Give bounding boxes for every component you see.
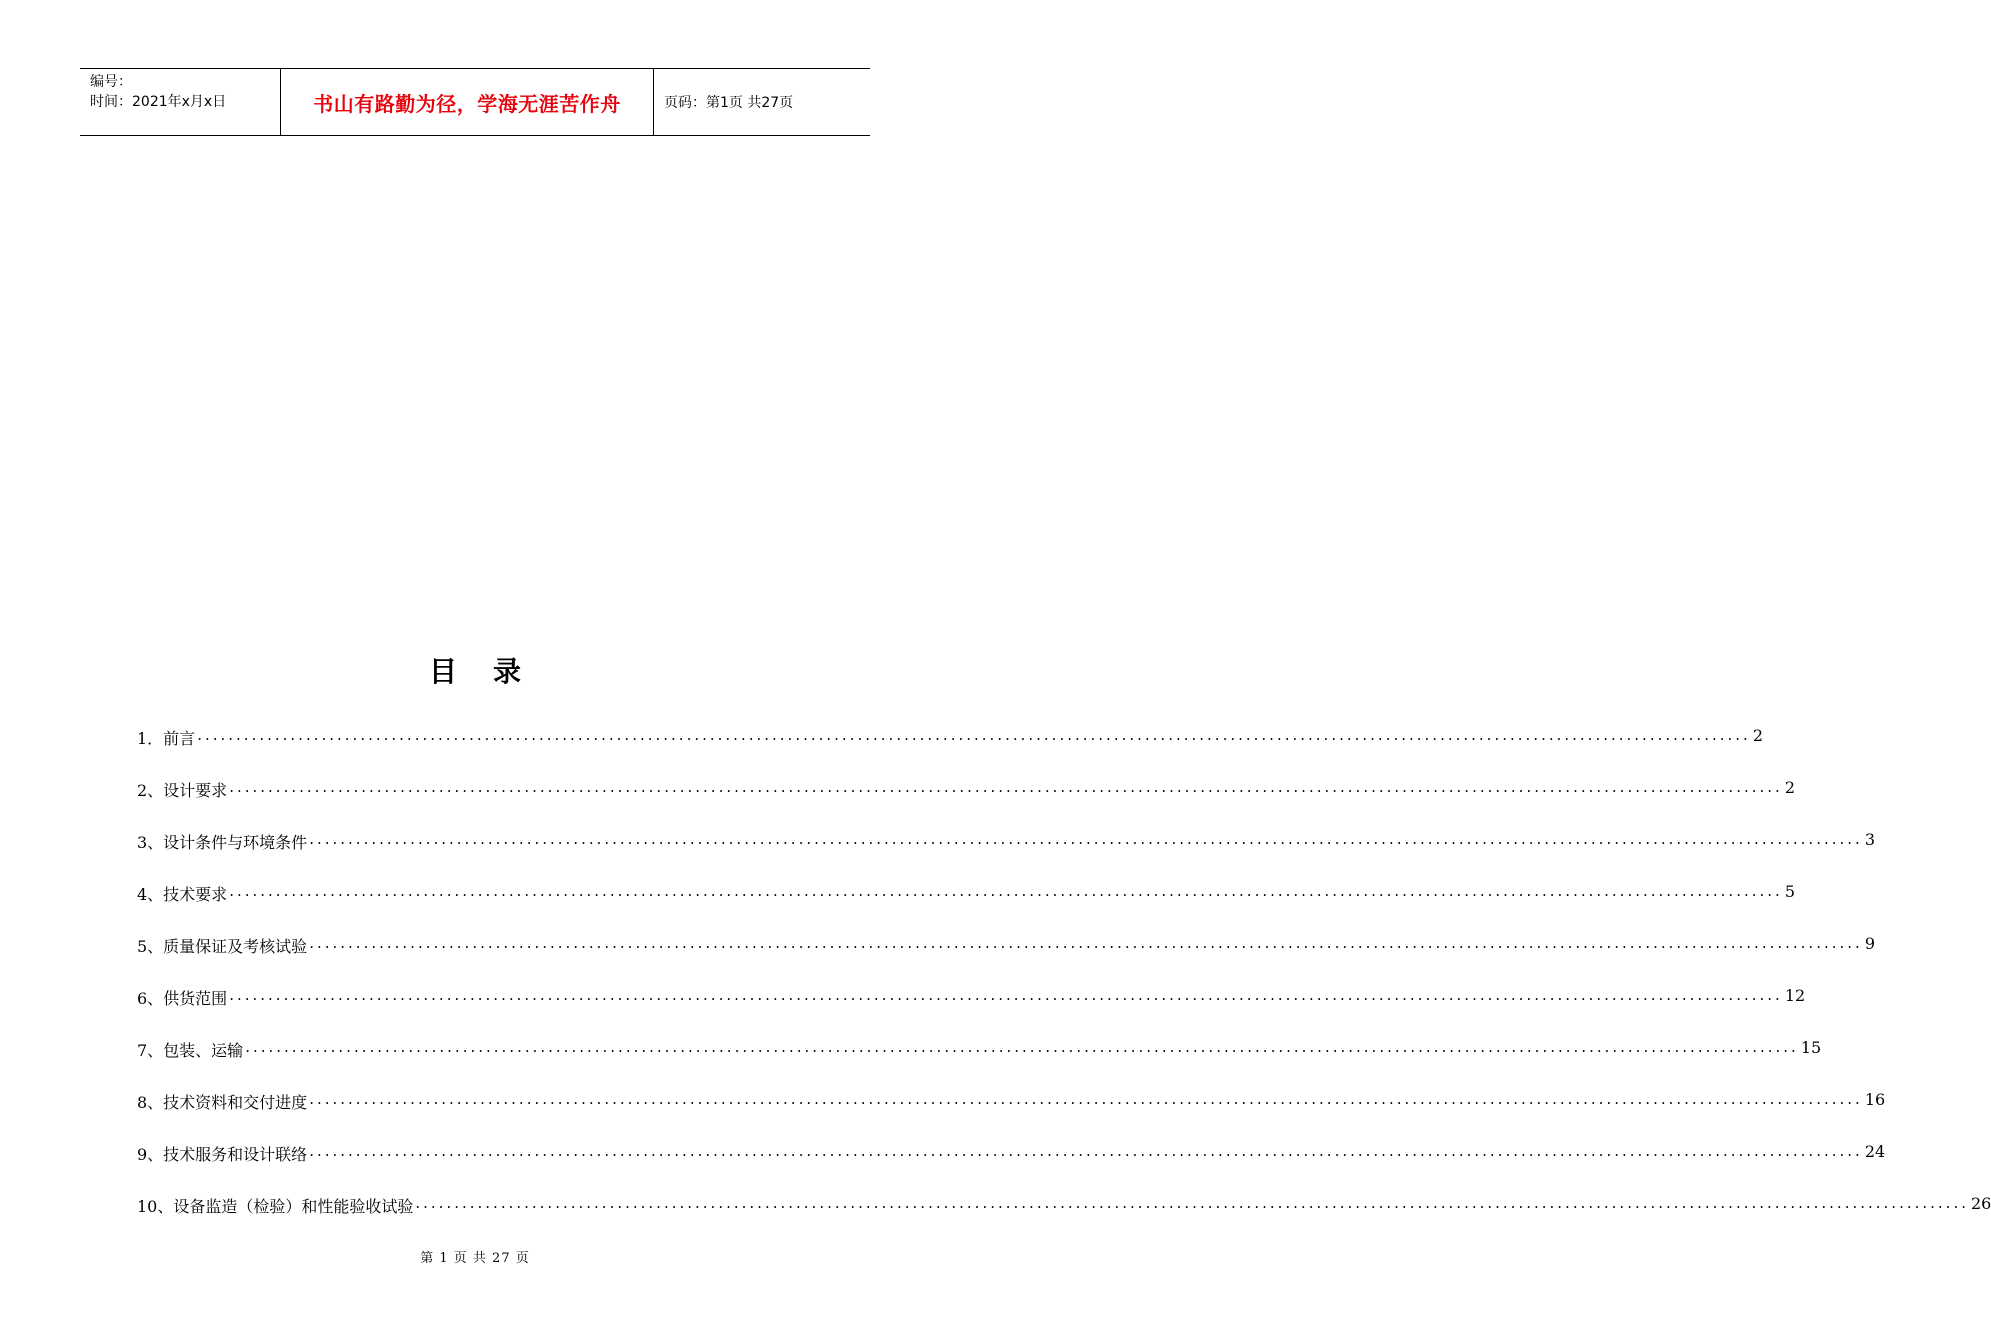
document-time-label: 时间：2021年x月x日 xyxy=(90,94,227,110)
toc-title: 目录 xyxy=(428,655,557,688)
toc-entry-label: 1．前言 xyxy=(137,729,196,748)
toc-entry-label: 5、质量保证及考核试验 xyxy=(137,937,308,956)
toc-entry[interactable] xyxy=(137,986,1806,1038)
toc-entry-label: 4、技术要求 xyxy=(137,885,228,904)
toc-entry-page: 2 xyxy=(1784,778,1795,797)
toc-entry-page: 15 xyxy=(1800,1038,1822,1057)
toc-entry-page: 16 xyxy=(1864,1090,1886,1109)
toc-entry-page: 3 xyxy=(1864,830,1875,849)
toc-leader-dots: ........................................................................................................................................................................................................ xyxy=(229,986,1783,1004)
toc-entry-label: 6、供货范围 xyxy=(137,989,228,1008)
toc-entry-label: 7、包装、运输 xyxy=(137,1041,244,1060)
header-motto: 书山有路勤为径，学海无涯苦作舟 xyxy=(281,69,654,135)
toc-leader-dots: ........................................................................................................................................................................................................ xyxy=(309,830,1863,848)
toc-leader-dots: ........................................................................................................................................................................................................ xyxy=(309,1090,1863,1108)
table-of-contents xyxy=(137,726,1991,1246)
toc-entry-page: 9 xyxy=(1864,934,1875,953)
toc-entry[interactable] xyxy=(137,882,1795,934)
toc-leader-dots: ........................................................................................................................................................................................................ xyxy=(309,1142,1863,1160)
toc-entry[interactable] xyxy=(137,1090,1886,1142)
toc-leader-dots: ........................................................................................................................................................................................................ xyxy=(229,778,1783,796)
toc-entry[interactable] xyxy=(137,1194,1991,1246)
header-meta-cell xyxy=(80,69,281,135)
toc-entry[interactable] xyxy=(137,778,1795,830)
toc-entry-page: 2 xyxy=(1752,726,1763,745)
toc-leader-dots: ........................................................................................................................................................................................................ xyxy=(415,1194,1969,1212)
toc-entry-label: 2、设计要求 xyxy=(137,781,228,800)
header-page-info: 页码：第1页 共27页 xyxy=(664,95,794,111)
toc-leader-dots: ........................................................................................................................................................................................................ xyxy=(197,726,1751,744)
page-header-table xyxy=(80,68,870,136)
toc-entry-label: 10、设备监造（检验）和性能验收试验 xyxy=(137,1197,414,1216)
toc-entry[interactable] xyxy=(137,1038,1822,1090)
toc-entry-label: 9、技术服务和设计联络 xyxy=(137,1145,308,1164)
toc-entry-page: 24 xyxy=(1864,1142,1886,1161)
toc-leader-dots: ........................................................................................................................................................................................................ xyxy=(245,1038,1799,1056)
toc-leader-dots: ........................................................................................................................................................................................................ xyxy=(229,882,1783,900)
toc-entry-page: 5 xyxy=(1784,882,1795,901)
toc-entry-label: 8、技术资料和交付进度 xyxy=(137,1093,308,1112)
toc-entry[interactable] xyxy=(137,726,1763,778)
toc-entry[interactable] xyxy=(137,934,1875,986)
toc-entry-page: 12 xyxy=(1784,986,1806,1005)
page-footer: 第 1 页 共 27 页 xyxy=(420,1251,530,1266)
toc-leader-dots: ........................................................................................................................................................................................................ xyxy=(309,934,1863,952)
document-number-label: 编号： xyxy=(90,74,132,90)
toc-entry-page: 26 xyxy=(1971,1194,1991,1213)
toc-entry-label: 3、设计条件与环境条件 xyxy=(137,833,308,852)
toc-entry[interactable] xyxy=(137,1142,1886,1194)
toc-entry[interactable] xyxy=(137,830,1875,882)
